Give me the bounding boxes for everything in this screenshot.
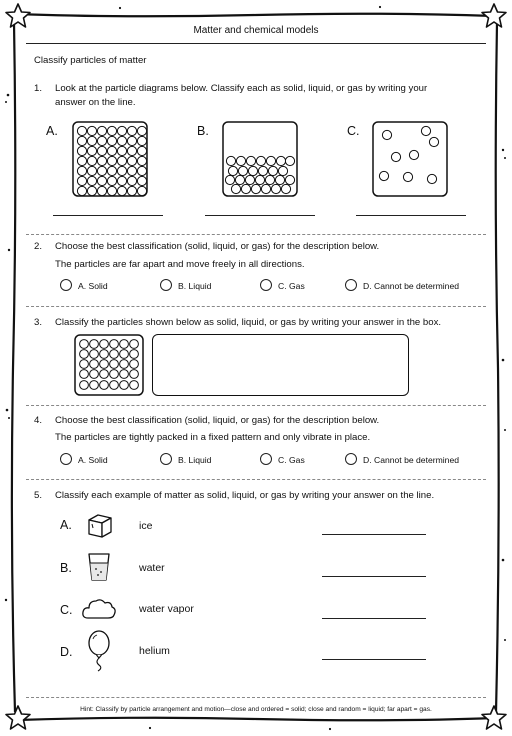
q5-item-c-label: water vapor: [139, 603, 194, 615]
title-divider: [26, 43, 486, 44]
q5-item-b-label: water: [139, 562, 165, 574]
answer-line-5a[interactable]: [322, 534, 426, 535]
q2-option-c-radio[interactable]: [260, 279, 272, 291]
q5-item-c-letter: C.: [60, 603, 73, 617]
q2-number: 2.: [34, 241, 43, 252]
q3-answer-box[interactable]: [152, 334, 409, 396]
answer-line-1a[interactable]: [53, 215, 163, 216]
q4-option-d-radio[interactable]: [345, 453, 357, 465]
q5-item-d-letter: D.: [60, 645, 73, 659]
section-divider: [26, 479, 486, 480]
ice-cube-icon: [84, 510, 114, 540]
q5-number: 5.: [34, 490, 43, 501]
q1-label-a: A.: [46, 124, 58, 138]
hint-divider: [26, 697, 486, 698]
particle-diagram-solid: [74, 334, 144, 396]
q2-option-c-label: C. Gas: [278, 281, 305, 291]
q4-option-b-radio[interactable]: [160, 453, 172, 465]
q2-option-d-radio[interactable]: [345, 279, 357, 291]
q2-option-b-radio[interactable]: [160, 279, 172, 291]
answer-line-5d[interactable]: [322, 659, 426, 660]
q5-prompt: Classify each example of matter as solid, liquid, or gas by writing your answer on the line.: [55, 490, 435, 501]
q3-number: 3.: [34, 317, 43, 328]
q3-prompt: Classify the particles shown below as solid, liquid, or gas by writing your answer in the box.: [55, 317, 442, 328]
q2-option-a-label: A. Solid: [78, 281, 108, 291]
q4-option-c-radio[interactable]: [260, 453, 272, 465]
glass-of-water-icon: [84, 551, 114, 583]
q4-option-c-label: C. Gas: [278, 455, 305, 465]
q4-description: The particles are tightly packed in a fixed pattern and only vibrate in place.: [55, 432, 371, 443]
q1-label-b: B.: [197, 124, 209, 138]
q2-description: The particles are far apart and move freely in all directions.: [55, 259, 305, 270]
particle-diagram-gas: [372, 121, 448, 197]
q4-option-b-label: B. Liquid: [178, 455, 212, 465]
q2-option-a-radio[interactable]: [60, 279, 72, 291]
cloud-icon: [81, 596, 117, 622]
q2-option-d-label: D. Cannot be determined: [363, 281, 460, 291]
q2-prompt: Choose the best classification (solid, liquid, or gas) for the description below.: [55, 241, 380, 252]
section-divider: [26, 234, 486, 235]
q1-number: 1.: [34, 83, 43, 94]
section-divider: [26, 306, 486, 307]
q1-label-c: C.: [347, 124, 360, 138]
q5-item-b-letter: B.: [60, 561, 72, 575]
answer-line-5b[interactable]: [322, 576, 426, 577]
q5-item-a-letter: A.: [60, 518, 72, 532]
particle-diagram-liquid: [222, 121, 298, 197]
q1-prompt: Look at the particle diagrams below. Classify each as solid, liquid, or gas by writing your: [55, 83, 428, 94]
answer-line-1b[interactable]: [205, 215, 315, 216]
q4-option-a-label: A. Solid: [78, 455, 108, 465]
page-title: Matter and chemical models: [193, 25, 319, 36]
q4-option-a-radio[interactable]: [60, 453, 72, 465]
q4-option-d-label: D. Cannot be determined: [363, 455, 460, 465]
answer-line-1c[interactable]: [356, 215, 466, 216]
q5-item-a-label: ice: [139, 520, 153, 532]
section-title: Classify particles of matter: [34, 55, 147, 66]
answer-line-5c[interactable]: [322, 618, 426, 619]
balloon-icon: [84, 630, 114, 672]
q4-prompt: Choose the best classification (solid, liquid, or gas) for the description below.: [55, 415, 380, 426]
q4-number: 4.: [34, 415, 43, 426]
q1-prompt-cont: answer on the line.: [55, 97, 136, 108]
section-divider: [26, 405, 486, 406]
particle-diagram-solid: [72, 121, 148, 197]
q2-option-b-label: B. Liquid: [178, 281, 212, 291]
q5-item-d-label: helium: [139, 645, 170, 657]
hint-text: Hint: Classify by particle arrangement and motion—close and ordered = solid; close and random = liquid; far apart = gas.: [80, 706, 432, 713]
